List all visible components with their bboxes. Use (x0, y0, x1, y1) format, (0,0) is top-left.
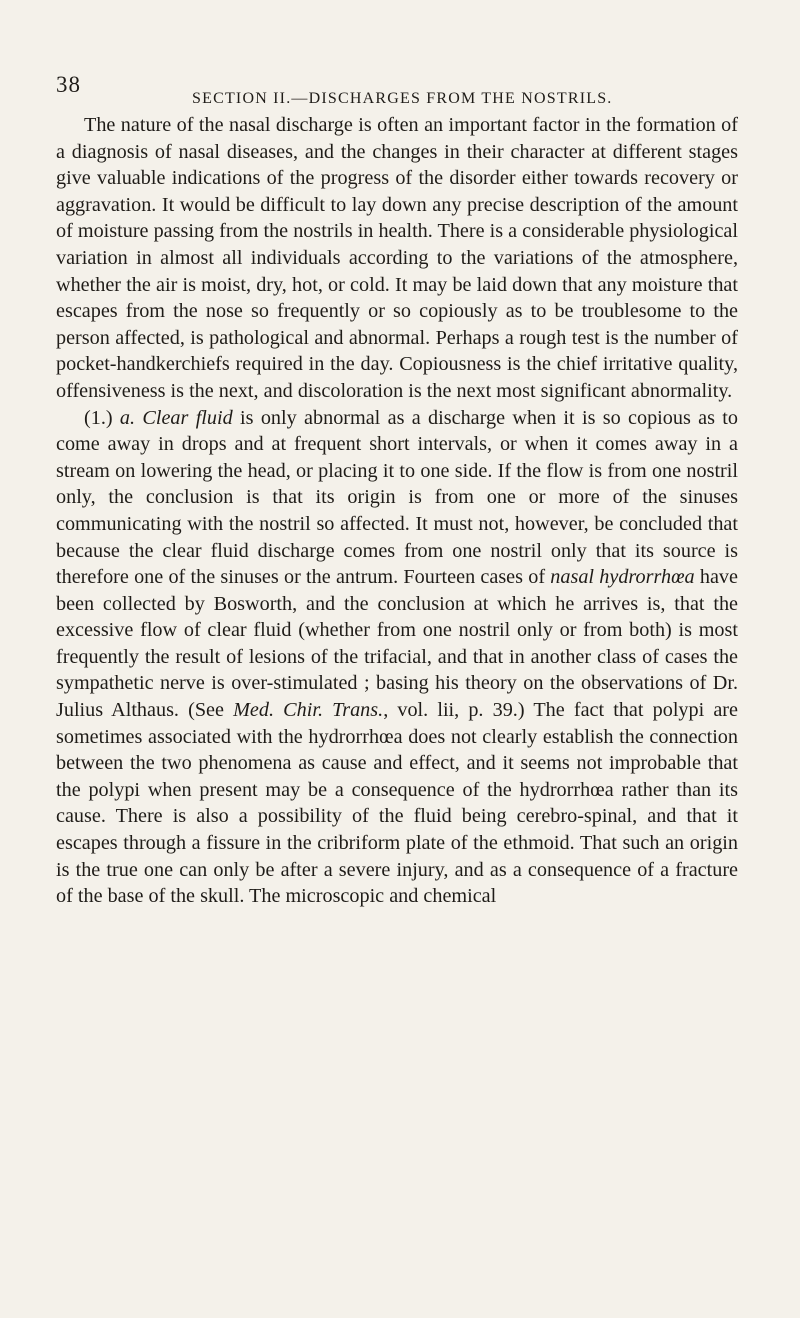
paragraph-intro (56, 112, 738, 405)
italic-heading-clear-fluid: a. Clear fluid (119, 406, 233, 429)
text-segment: The nature of the nasal discharge is often an important factor in the formation of a diagnosis of nasal diseases, and the changes in their character at different stages give valuable indications of the progress of the disorder either towards recovery or aggravation. It would be difficult to lay down any precise description of the amount of moisture passing from the nostrils in health. There is a considerable physiological variation in almost all individuals according to the variations of the atmosphere, whether the air is moist, dry, hot, or cold. It may be laid down that any moisture that escapes from the nose so frequently or so copiously as to be troublesome to the person affected, is pathological and abnormal. Perhaps a rough test is the number of pocket-handkerchiefs required in the day. Copiousness is the chief irritative quality, offensiveness is the next, and discoloration is the next most significant abnormality. (56, 114, 738, 402)
page-number: 38 (56, 72, 81, 97)
italic-citation-journal: Med. Chir. Trans. (233, 699, 384, 722)
body-text (56, 112, 738, 910)
page-header (56, 64, 738, 107)
paragraph-clear-fluid (56, 405, 738, 910)
running-head: SECTION II.—DISCHARGES FROM THE NOSTRILS. (192, 90, 613, 107)
text-segment: (1.) (84, 406, 120, 429)
text-segment: , vol. lii, p. 39.) The fact that polypi are sometimes associated with the hydrorrhœa does not clearly establish the connection between the two phenomena as cause and effect, and it seems not improbable that the polypi when present may be a consequence of the hydrorrhœa rather than its cause. There is also a possibility of the fluid being cerebro-spinal, and that it escapes through a fissure in the cribriform plate of the ethmoid. That such an origin is the true one can only be after a severe injury, and as a consequence of a fracture of the base of the skull. The microscopic and chemical (56, 699, 738, 908)
italic-term-nasal-hydrorrhoea: nasal hydrorrhœa (550, 566, 695, 589)
text-segment: have been collected by Bosworth, and the conclusion at which he arrives is, that the excessive flow of clear fluid (whether from one nostril only or from both) is most frequently the result of lesions of the trifacial, and that in another class of cases the sympathetic nerve is over-stimulated ; basing his theory on the observations of Dr. Julius Althaus. (See (56, 566, 738, 722)
text-segment: is only abnormal as a discharge when it is so copious as to come away in drops and at frequent short intervals, or when it comes away in a stream on lowering the head, or placing it to one side. If the flow is from one nostril only, the conclusion is that its origin is from one or more of the sinuses communicating with the nostril so affected. It must not, however, be concluded that because the clear fluid discharge comes from one nostril only that its source is therefore one of the sinuses or the antrum. Fourteen cases of (56, 406, 739, 589)
